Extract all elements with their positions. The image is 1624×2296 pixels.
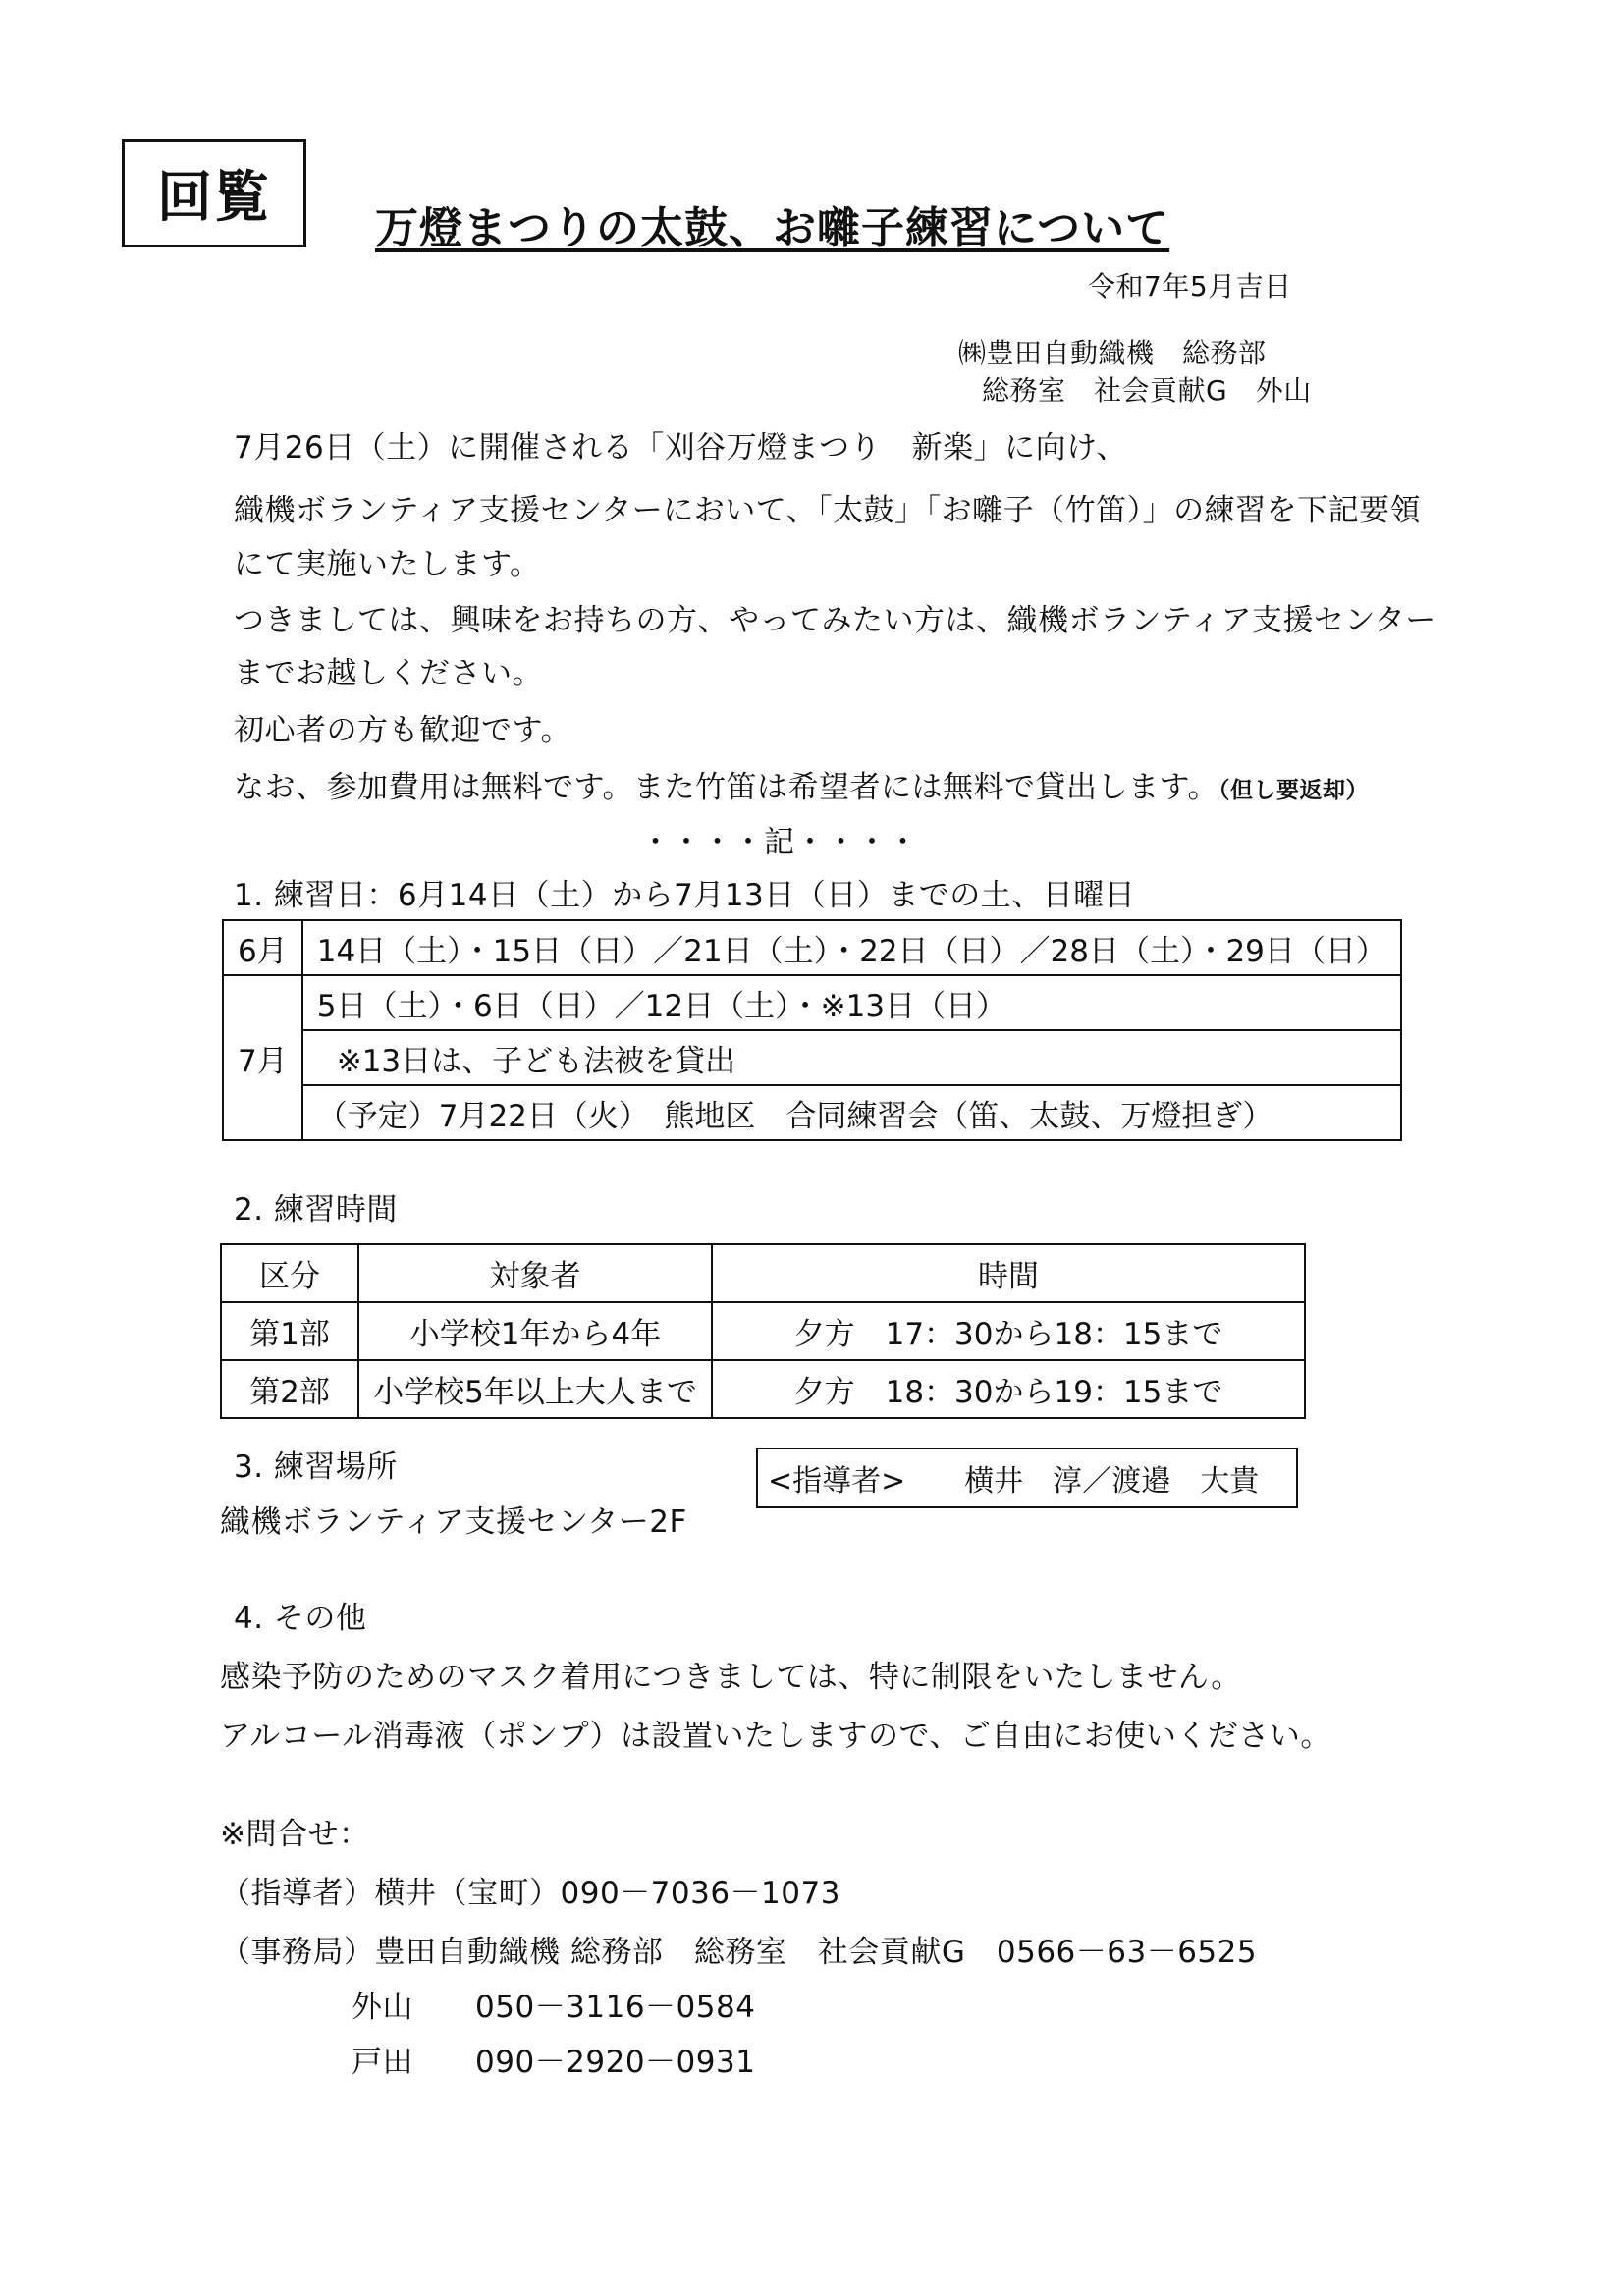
table-header-row (221, 1244, 1305, 1302)
dates-cell: 14日（土）・15日（日）／21日（土）・22日（日）／28日（土）・29日（日） (302, 920, 1401, 975)
note-cell: ※13日は、子ども法被を貸出 (302, 1030, 1401, 1085)
month-cell: 7月 (223, 975, 302, 1140)
table-row (221, 1302, 1305, 1360)
ki-marker: ・・・・記・・・・ (640, 825, 919, 860)
table-row (223, 920, 1401, 975)
column-header: 対象者 (358, 1244, 712, 1302)
dates-cell: 5日（土）・6日（日）／12日（土）・※13日（日） (302, 975, 1401, 1030)
intro-line: 7月26日（土）に開催される「刈谷万燈まつり 新楽」に向け、 (234, 430, 1127, 465)
contact-instructor: （指導者）横井（宝町）090－7036－1073 (220, 1876, 840, 1911)
document-title: 万燈まつりの太鼓、お囃子練習について (375, 203, 1170, 253)
table-cell: 夕方 17：30から18：15まで (712, 1302, 1305, 1360)
table-cell: 夕方 18：30から19：15まで (712, 1360, 1305, 1418)
table-row (223, 1030, 1401, 1085)
table-cell: 第1部 (221, 1302, 358, 1360)
column-header: 時間 (712, 1244, 1305, 1302)
practice-time-table (220, 1243, 1306, 1419)
column-header: 区分 (221, 1244, 358, 1302)
issue-date: 令和7年5月吉日 (1088, 270, 1292, 302)
month-cell: 6月 (223, 920, 302, 975)
practice-place: 織機ボランティア支援センター2F (220, 1504, 687, 1540)
table-row (223, 975, 1401, 1030)
other-line: 感染予防のためのマスク着用につきましては、特に制限をいたしません。 (220, 1660, 1242, 1695)
section3-heading: 3. 練習場所 (234, 1449, 398, 1485)
contact-person: 戸田 090－2920－0931 (352, 2045, 756, 2080)
return-note: （但し要返却） (1218, 778, 1370, 803)
table-cell: 第2部 (221, 1360, 358, 1418)
intro-line (234, 768, 1369, 810)
contact-heading: ※問合せ： (220, 1817, 370, 1852)
fee-text: なお、参加費用は無料です。また竹笛は希望者には無料で貸出します。 (234, 770, 1219, 805)
contact-office: （事務局）豊田自動織機 総務部 総務室 社会貢献G 0566－63－6525 (220, 1935, 1258, 1970)
intro-line: つきましては、興味をお持ちの方、やってみたい方は、織機ボランティア支援センター (234, 603, 1436, 638)
practice-schedule-table (222, 919, 1402, 1141)
sender-department: ㈱豊田自動織機 総務部 (958, 337, 1267, 369)
sender-section: 総務室 社会貢献G 外山 (982, 374, 1312, 407)
intro-line: 織機ボランティア支援センターにおいて、「太鼓」「お囃子（竹笛）」の練習を下記要領 (234, 493, 1422, 528)
intro-line: 初心者の方も歓迎です。 (234, 713, 572, 748)
section1-heading: 1. 練習日：6月14日（土）から7月13日（日）までの土、日曜日 (234, 878, 1136, 913)
circulation-stamp: 回覧 (122, 139, 306, 247)
table-cell: 小学校5年以上大人まで (358, 1360, 712, 1418)
event-cell: （予定）7月22日（火） 熊地区 合同練習会（笛、太鼓、万燈担ぎ） (302, 1085, 1401, 1140)
intro-line: までお越しください。 (234, 656, 543, 691)
section4-heading: 4. その他 (234, 1601, 367, 1636)
other-line: アルコール消毒液（ポンプ）は設置いたしますので、ご自由にお使いください。 (220, 1719, 1331, 1754)
instructor-box: <指導者> 横井 淳／渡邉 大貴 (756, 1448, 1298, 1508)
table-row (221, 1360, 1305, 1418)
section2-heading: 2. 練習時間 (234, 1192, 398, 1228)
intro-line: にて実施いたします。 (234, 547, 541, 582)
table-cell: 小学校1年から4年 (358, 1302, 712, 1360)
table-row (223, 1085, 1401, 1140)
contact-person: 外山 050－3116－0584 (352, 1990, 756, 2025)
